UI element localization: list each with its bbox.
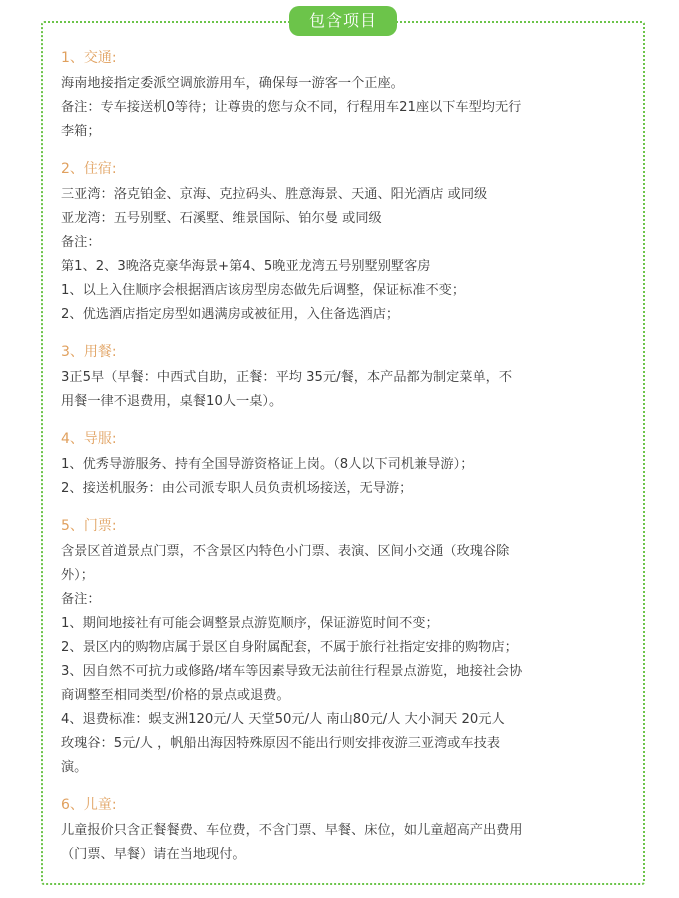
section-3 — [61, 340, 635, 414]
section-title: 4、导服: — [61, 431, 117, 447]
section-text-line: 商调整至相同类型/价格的景点或退费。 — [61, 688, 290, 703]
section-header-badge: 包含项目 — [289, 6, 397, 36]
section-text-line: 4、退费标准：蜈支洲120元/人 天堂50元/人 南山80元/人 大小洞天 20元人 — [61, 712, 505, 727]
section-text-line: 含景区首道景点门票，不含景区内特色小门票、表演、区间小交通（玫瑰谷除 — [61, 544, 510, 559]
section-text-line: 演。 — [61, 760, 88, 775]
section-1 — [61, 46, 635, 144]
section-text-line: 1、期间地接社有可能会调整景点游览顺序，保证游览时间不变； — [61, 616, 439, 631]
section-text-line: 备注： — [61, 235, 101, 250]
section-title: 2、住宿: — [61, 161, 117, 177]
section-text-line: （门票、早餐）请在当地现付。 — [61, 847, 246, 862]
section-text-line: 1、以上入住顺序会根据酒店该房型房态做先后调整，保证标准不变； — [61, 283, 466, 298]
section-2 — [61, 157, 635, 327]
section-5 — [61, 514, 635, 780]
section-title: 5、门票: — [61, 518, 117, 534]
section-text-line: 儿童报价只含正餐餐费、车位费，不含门票、早餐、床位，如儿童超高产出费用 — [61, 823, 523, 838]
section-text-line: 李箱； — [61, 124, 101, 139]
section-text-line: 备注： — [61, 592, 101, 607]
section-text-line: 外）； — [61, 568, 94, 583]
section-title: 1、交通: — [61, 50, 117, 66]
section-4 — [61, 427, 635, 501]
section-6 — [61, 793, 635, 867]
section-text-line: 备注：专车接送机0等待；让尊贵的您与众不同，行程用车21座以下车型均无行 — [61, 100, 522, 115]
section-text-line: 2、优选酒店指定房型如遇满房或被征用，入住备选酒店； — [61, 307, 400, 322]
section-text-line: 2、景区内的购物店属于景区自身附属配套，不属于旅行社指定安排的购物店； — [61, 640, 518, 655]
section-text-line: 玫瑰谷：5元/人 ，帆船出海因特殊原因不能出行则安排夜游三亚湾或车技表 — [61, 736, 501, 751]
section-title: 6、儿童: — [61, 797, 117, 813]
section-text-line: 1、优秀导游服务、持有全国导游资格证上岗。（8人以下司机兼导游）； — [61, 457, 474, 472]
section-text-line: 三亚湾：洛克铂金、京海、克拉码头、胜意海景、天通、阳光酒店 或同级 — [61, 187, 488, 202]
itinerary-details — [61, 46, 635, 880]
section-text-line: 2、接送机服务：由公司派专职人员负责机场接送，无导游； — [61, 481, 413, 496]
section-title: 3、用餐: — [61, 344, 117, 360]
section-text-line: 亚龙湾：五号别墅、石溪墅、维景国际、铂尔曼 或同级 — [61, 211, 382, 226]
section-text-line: 第1、2、3晚洛克豪华海景+第4、5晚亚龙湾五号别墅别墅客房 — [61, 259, 431, 274]
section-text-line: 3、因自然不可抗力或修路/堵车等因素导致无法前往行程景点游览，地接社会协 — [61, 664, 523, 679]
section-text-line: 用餐一律不退费用，桌餐10人一桌）。 — [61, 394, 283, 409]
section-text-line: 海南地接指定委派空调旅游用车，确保每一游客一个正座。 — [61, 76, 404, 91]
section-text-line: 3正5早（早餐：中西式自助，正餐：平均 35元/餐，本产品都为制定菜单，不 — [61, 370, 513, 385]
